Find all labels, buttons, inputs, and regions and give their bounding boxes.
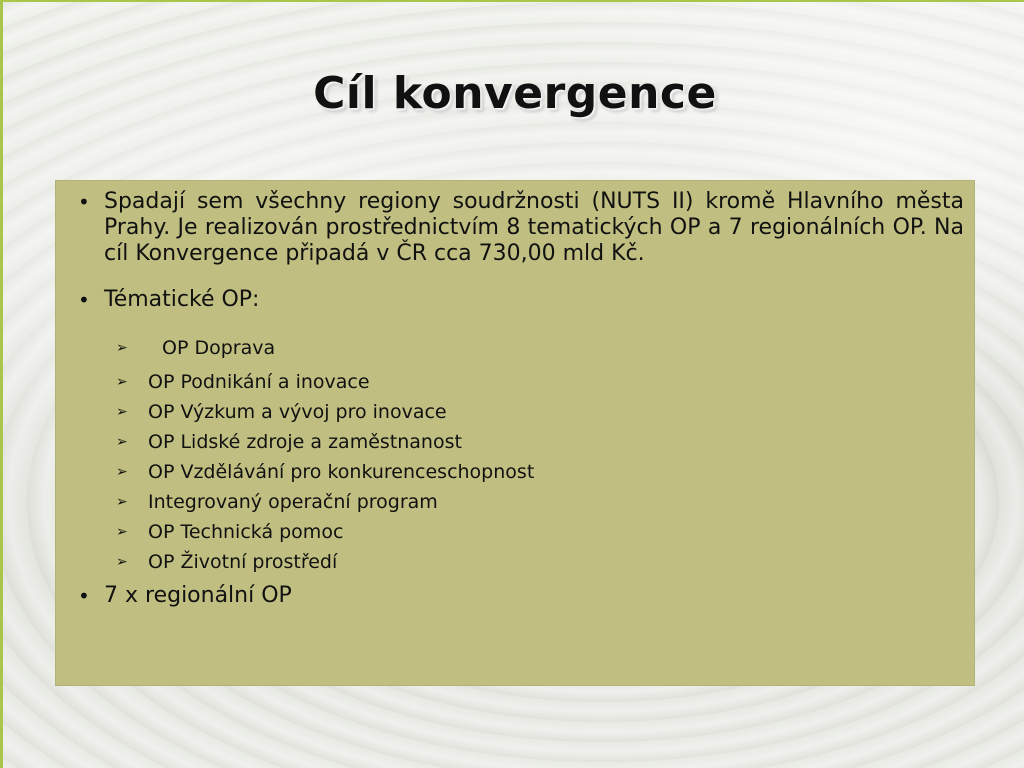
sub-list-item bbox=[116, 367, 964, 397]
sub-item-text: Integrovaný operační program bbox=[148, 491, 438, 513]
slide-title: Cíl konvergence bbox=[313, 68, 717, 119]
sub-item-text: OP Doprava bbox=[162, 337, 276, 359]
sub-item-text: OP Životní prostředí bbox=[148, 551, 338, 573]
bullet-icon: • bbox=[78, 584, 90, 608]
sub-list-item bbox=[116, 487, 964, 517]
arrow-bullet-icon: ➢ bbox=[116, 404, 128, 420]
sub-list bbox=[72, 333, 964, 577]
bullet-text: Spadají sem všechny regiony soudržnosti (NUTS II) kromě Hlavního města Prahy. Je realizován prostřednictvím 8 tematických OP a 7 regionálních OP. Na cíl Konvergence připadá v ČR cca 730,00 mld Kč. bbox=[104, 189, 964, 266]
arrow-bullet-icon: ➢ bbox=[116, 464, 128, 480]
sub-list-item bbox=[116, 457, 964, 487]
sub-item-text: OP Výzkum a vývoj pro inovace bbox=[148, 401, 447, 423]
sub-list-item bbox=[116, 333, 964, 363]
bullet-text: Tématické OP: bbox=[104, 287, 260, 312]
bullet-item bbox=[72, 287, 964, 313]
arrow-bullet-icon: ➢ bbox=[116, 340, 128, 356]
content-box bbox=[55, 180, 975, 686]
sub-item-text: OP Lidské zdroje a zaměstnanost bbox=[148, 431, 462, 453]
bullet-item bbox=[72, 583, 964, 609]
arrow-bullet-icon: ➢ bbox=[116, 554, 128, 570]
arrow-bullet-icon: ➢ bbox=[116, 494, 128, 510]
bullet-text: 7 x regionální OP bbox=[104, 583, 292, 608]
sub-item-text: OP Technická pomoc bbox=[148, 521, 344, 543]
sub-item-text: OP Vzdělávání pro konkurenceschopnost bbox=[148, 461, 535, 483]
arrow-bullet-icon: ➢ bbox=[116, 434, 128, 450]
arrow-bullet-icon: ➢ bbox=[116, 524, 128, 540]
arrow-bullet-icon: ➢ bbox=[116, 374, 128, 390]
bullet-icon: • bbox=[78, 190, 90, 214]
sub-list-item bbox=[116, 397, 964, 427]
sub-list-item bbox=[116, 427, 964, 457]
sub-item-text: OP Podnikání a inovace bbox=[148, 371, 370, 393]
bullet-item bbox=[72, 189, 964, 267]
sub-list-item bbox=[116, 517, 964, 547]
bullet-icon: • bbox=[78, 288, 90, 312]
sub-list-item bbox=[116, 547, 964, 577]
